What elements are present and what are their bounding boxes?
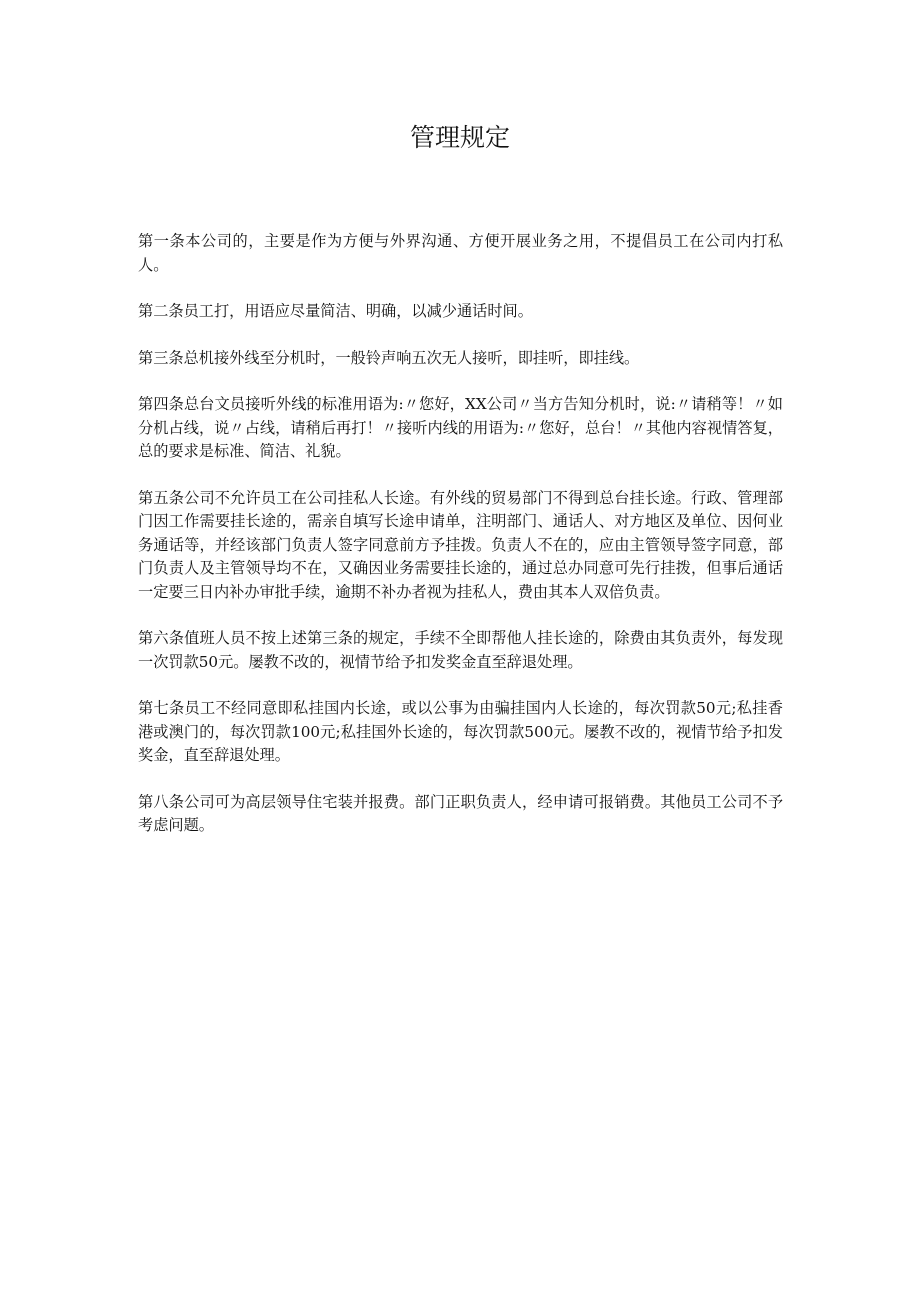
article-1-paragraph: 第一条本公司的，主要是作为方便与外界沟通、方便开展业务之用，不提倡员工在公司内打私人。 bbox=[138, 232, 783, 274]
article-7-paragraph: 第七条员工不经同意即私挂国内长途，或以公事为由骗挂国内人长途的，每次罚款50元;私挂香港或澳门的，每次罚款100元;私挂国外长途的，每次罚款500元。屡教不改的，视情节给予扣发奖金，直至辞退处理。 bbox=[138, 699, 783, 764]
article-6-paragraph: 第六条值班人员不按上述第三条的规定，手续不全即帮他人挂长途的，除费由其负责外，每发现一次罚款50元。屡教不改的，视情节给予扣发奖金直至辞退处理。 bbox=[138, 629, 783, 671]
article-5-paragraph: 第五条公司不允许员工在公司挂私人长途。有外线的贸易部门不得到总台挂长途。行政、管理部门因工作需要挂长途的，需亲自填写长途申请单，注明部门、通话人、对方地区及单位、因何业务通话等，并经该部门负责人签字同意前方予挂拨。负责人不在的，应由主管领导签字同意，部门负责人及主管领导均不在，又确因业务需要挂长途的，通过总办同意可先行挂拨，但事后通话一定要三日内补办审批手续，逾期不补办者视为挂私人，费由其本人双倍负责。 bbox=[138, 488, 783, 601]
document-title: 管理规定 bbox=[409, 123, 510, 152]
article-2-paragraph: 第二条员工打，用语应尽量简洁、明确，以减少通话时间。 bbox=[138, 302, 533, 320]
article-4-paragraph: 第四条总台文员接听外线的标准用语为:〃您好，XX公司〃当方告知分机时，说:〃请稍等！〃如分机占线，说〃占线，请稍后再打！〃接听内线的用语为:〃您好，总台！〃其他内容视情答复，总的要求是标准、简洁、礼貌。 bbox=[138, 395, 783, 460]
document-body bbox=[138, 230, 783, 861]
article-8-paragraph: 第八条公司可为高层领导住宅装并报费。部门正职负责人，经申请可报销费。其他员工公司不予考虑问题。 bbox=[138, 792, 783, 834]
article-3-paragraph: 第三条总机接外线至分机时，一般铃声响五次无人接听，即挂听，即挂线。 bbox=[138, 348, 640, 367]
